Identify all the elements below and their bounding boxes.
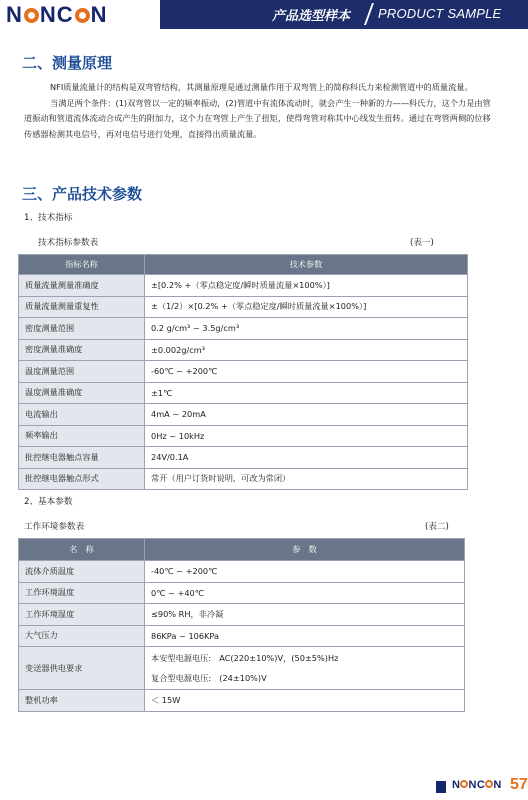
row-label: 频率输出 xyxy=(19,425,145,447)
row-label: 质量流量测量准确度 xyxy=(19,275,145,297)
logo-o-icon xyxy=(75,8,90,23)
row-label: 大气压力 xyxy=(19,625,145,647)
row-value: -60℃ ~ +200℃ xyxy=(145,361,468,383)
row-value: 0Hz ~ 10kHz xyxy=(145,425,468,447)
power-line-intrinsic: 本安型电源电压: AC(220±10%)V，(50±5%)Hz xyxy=(151,653,339,663)
row-value: ≤90% RH，非冷凝 xyxy=(145,604,465,626)
footer-accent-bar xyxy=(436,781,446,793)
table1-title: 技术指标参数表 xyxy=(38,238,99,248)
tech-spec-table xyxy=(18,254,468,490)
table-row xyxy=(19,382,468,404)
row-label: 密度测量范围 xyxy=(19,318,145,340)
row-value: -40℃ ~ +200℃ xyxy=(145,561,465,583)
table-row xyxy=(19,582,465,604)
row-label: 批控继电器触点形式 xyxy=(19,468,145,490)
table-header-row xyxy=(19,255,468,275)
power-line-composite: 复合型电源电压: (24±10%)V xyxy=(151,673,267,683)
table-row xyxy=(19,404,468,426)
table-header-cell: 参 数 xyxy=(145,539,465,561)
table-row xyxy=(19,468,468,490)
row-label: 电流输出 xyxy=(19,404,145,426)
section-heading-specs: 三、产品技术参数 xyxy=(22,185,143,203)
section-heading-principle: 二、测量原理 xyxy=(22,54,113,72)
table2-title: 工作环境参数表 xyxy=(24,522,85,532)
table-header-cell: 技术参数 xyxy=(145,255,468,275)
row-value: 0.2 g/cm³ ~ 3.5g/cm³ xyxy=(145,318,468,340)
environment-table xyxy=(18,538,465,712)
page-number: 57 xyxy=(510,776,528,793)
principle-para-2: 当满足两个条件：(1)双弯管以一定的频率振动，(2)管道中有流体流动时，就会产生一种新的力——科氏力，这个力是由管道振动和管道流体流动合成产生的附加力，这个力在弯管上产生了扭矩，使得弯管对称其中心线发生扭转。通过在弯管两侧的位移传感器检测其电信号，再对电信号进行处理，直接得出质量流量。 xyxy=(24,97,491,139)
principle-text xyxy=(24,80,494,142)
table-row xyxy=(19,425,468,447)
table-row xyxy=(19,647,465,690)
row-label: 工作环境温度 xyxy=(19,582,145,604)
row-value: 0℃ ~ +40℃ xyxy=(145,582,465,604)
row-value: 常开（用户订货时说明，可改为常闭） xyxy=(145,468,468,490)
footer-logo: N NC N xyxy=(452,779,502,791)
table-header-cell: 名 称 xyxy=(19,539,145,561)
row-label: 整机功率 xyxy=(19,690,145,712)
row-label: 工作环境湿度 xyxy=(19,604,145,626)
subheading-basic-params: 2、基本参数 xyxy=(24,497,73,507)
row-label: 温度测量范围 xyxy=(19,361,145,383)
banner-title-en: PRODUCT SAMPLE xyxy=(378,6,502,21)
row-label: 流体介质温度 xyxy=(19,561,145,583)
row-label: 温度测量准确度 xyxy=(19,382,145,404)
table-row xyxy=(19,604,465,626)
row-value: ±（1/2）×[0.2% +（零点稳定度/瞬时质量流量×100%）] xyxy=(145,296,468,318)
row-label: 密度测量准确度 xyxy=(19,339,145,361)
table-header-row xyxy=(19,539,465,561)
row-value: ±[0.2% +（零点稳定度/瞬时质量流量×100%）] xyxy=(145,275,468,297)
row-label: 质量流量测量重复性 xyxy=(19,296,145,318)
row-label: 批控继电器触点容量 xyxy=(19,447,145,469)
row-value: 86KPa ~ 106KPa xyxy=(145,625,465,647)
row-label: 变送器供电要求 xyxy=(19,647,145,690)
row-value: 4mA ~ 20mA xyxy=(145,404,468,426)
table-header-cell: 指标名称 xyxy=(19,255,145,275)
table-row xyxy=(19,625,465,647)
table-row xyxy=(19,447,468,469)
row-value: ＜ 15W xyxy=(145,690,465,712)
table-row xyxy=(19,361,468,383)
logo xyxy=(0,0,160,29)
logo-o-icon xyxy=(24,8,39,23)
principle-para-1: NFI质量流量计的结构是双弯管结构，其测量原理是通过测量作用于双弯管上的简称科氏力来检测管道中的质量流量。 xyxy=(50,82,473,92)
table2-ref: (表二) xyxy=(425,522,449,532)
table-row xyxy=(19,275,468,297)
row-value xyxy=(145,647,465,690)
logo-text: N NC N xyxy=(6,2,108,27)
row-value: ±0.002g/cm³ xyxy=(145,339,468,361)
table-row xyxy=(19,296,468,318)
table-row xyxy=(19,318,468,340)
row-value: ±1℃ xyxy=(145,382,468,404)
table-row xyxy=(19,690,465,712)
banner-title-cn: 产品选型样本 xyxy=(272,9,351,24)
table1-ref: (表一) xyxy=(410,238,434,248)
table-row xyxy=(19,339,468,361)
subheading-tech-specs: 1、技术指标 xyxy=(24,213,73,223)
row-value: 24V/0.1A xyxy=(145,447,468,469)
table-row xyxy=(19,561,465,583)
